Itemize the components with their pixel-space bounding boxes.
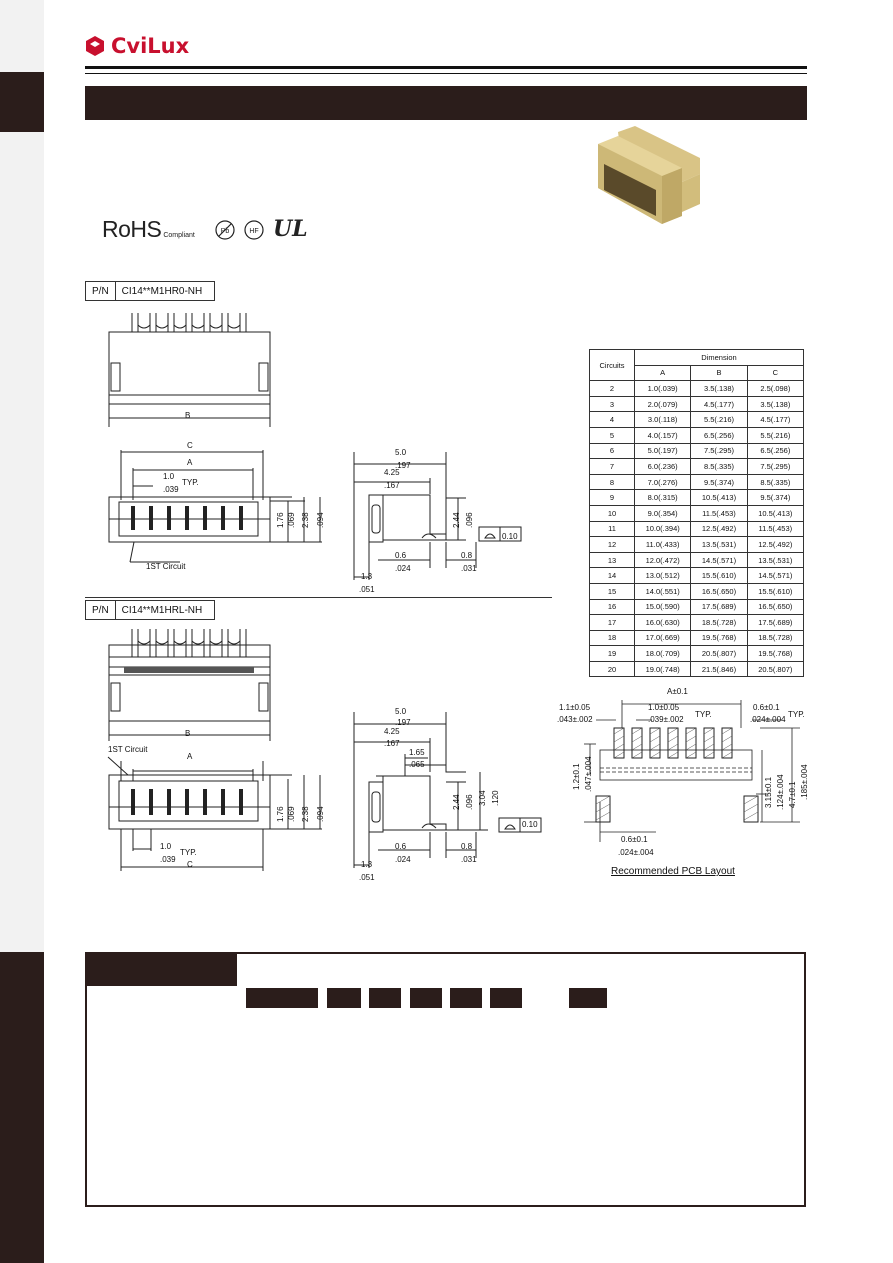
cell-circuits: 20 [590, 661, 635, 677]
cell-c: 6.5(.256) [747, 443, 803, 459]
title-bar [85, 86, 807, 120]
first-circuit-1: 1ST Circuit [146, 562, 186, 571]
cell-a: 14.0(.551) [635, 583, 691, 599]
cell-circuits: 15 [590, 583, 635, 599]
dim-w08-2: 0.8 [461, 842, 473, 851]
pcb-v315: 3.15±0.1 [764, 776, 773, 808]
table-row [590, 396, 804, 412]
pcb-typ-1: TYP. [695, 710, 712, 719]
cell-circuits: 8 [590, 474, 635, 490]
pcb-d10: 1.0±0.05 [648, 703, 680, 712]
pn-box-hrl [85, 600, 215, 620]
pcb-b024: .024±.004 [618, 848, 654, 857]
dim-c-2: C [187, 860, 193, 869]
cell-a: 5.0(.197) [635, 443, 691, 459]
dim-w031-2: .031 [461, 855, 477, 864]
dim-w425-2: 4.25 [384, 727, 400, 736]
cell-b: 21.5(.846) [691, 661, 747, 677]
dim-h244-2: 2.44 [452, 794, 461, 810]
rohs-mark [102, 216, 195, 243]
cell-b: 8.5(.335) [691, 459, 747, 475]
table-row [590, 661, 804, 677]
dim-pitch-2: 1.0 [160, 842, 172, 851]
dim-w06-2: 0.6 [395, 842, 407, 851]
cell-circuits: 7 [590, 459, 635, 475]
ordering-tab [85, 952, 237, 986]
cell-b: 15.5(.610) [691, 568, 747, 584]
dim-h176-1: 1.76 [276, 512, 285, 528]
cell-c: 10.5(.413) [747, 505, 803, 521]
pn-label: P/N [86, 601, 116, 619]
cell-b: 6.5(.256) [691, 427, 747, 443]
flatness-2: 0.10 [522, 820, 538, 829]
dim-pitch-in-1: .039 [163, 485, 179, 494]
dim-w08-1: 0.8 [461, 551, 473, 560]
connector-photo [590, 124, 712, 226]
dim-pitch-typ-1: TYP. [182, 478, 199, 487]
pn-value: CI14**M1HR0-NH [121, 285, 203, 297]
cell-circuits: 13 [590, 552, 635, 568]
pn-value: CI14**M1HRL-NH [121, 604, 203, 616]
pcb-v047: .047±.004 [584, 756, 593, 792]
dim-pitch-typ-2: TYP. [180, 848, 197, 857]
cell-circuits: 4 [590, 412, 635, 428]
cell-a: 2.0(.079) [635, 396, 691, 412]
table-row [590, 552, 804, 568]
cell-b: 16.5(.650) [691, 583, 747, 599]
code-seg-7 [569, 988, 607, 1008]
pcb-typ-2: TYP. [788, 710, 805, 719]
dimension-table [589, 349, 804, 677]
code-seg-3 [369, 988, 401, 1008]
dim-h176-2: 1.76 [276, 806, 285, 822]
dim-h120-2: .120 [491, 790, 500, 806]
header-rule-thin [85, 73, 807, 74]
cell-c: 16.5(.650) [747, 599, 803, 615]
section-divider [85, 597, 552, 598]
pcb-v185: .185±.004 [800, 764, 809, 800]
dim-w50-1: 5.0 [395, 448, 407, 457]
cell-circuits: 18 [590, 630, 635, 646]
cell-a: 4.0(.157) [635, 427, 691, 443]
cell-c: 12.5(.492) [747, 537, 803, 553]
side-view-hr0 [348, 450, 528, 590]
top-view-hrl [100, 625, 280, 745]
dim-w024-2: .024 [395, 855, 411, 864]
cell-b: 9.5(.374) [691, 474, 747, 490]
hf-text: HF [249, 228, 259, 235]
table-row [590, 568, 804, 584]
table-row [590, 427, 804, 443]
dim-b-1: B [185, 411, 191, 420]
header-rule-thick [85, 66, 807, 69]
table-row [590, 583, 804, 599]
cell-a: 12.0(.472) [635, 552, 691, 568]
side-view-hrl [348, 710, 548, 870]
cell-c: 2.5(.098) [747, 381, 803, 397]
cube-logo-icon [84, 35, 106, 57]
cell-circuits: 16 [590, 599, 635, 615]
cell-a: 1.0(.039) [635, 381, 691, 397]
header-c: C [747, 365, 803, 381]
cell-a: 11.0(.433) [635, 537, 691, 553]
cell-a: 19.0(.748) [635, 661, 691, 677]
cell-b: 13.5(.531) [691, 537, 747, 553]
cell-b: 10.5(.413) [691, 490, 747, 506]
cell-c: 17.5(.689) [747, 615, 803, 631]
cell-b: 5.5(.216) [691, 412, 747, 428]
header-a: A [635, 365, 691, 381]
rohs-compliant: Compliant [163, 232, 195, 239]
cell-c: 18.5(.728) [747, 630, 803, 646]
table-row [590, 459, 804, 475]
header-dimension: Dimension [635, 350, 804, 366]
pcb-d043: .043±.002 [557, 715, 593, 724]
dim-h238-2: 2.38 [301, 806, 310, 822]
code-seg-4 [410, 988, 442, 1008]
cell-a: 7.0(.276) [635, 474, 691, 490]
table-row [590, 474, 804, 490]
cell-a: 6.0(.236) [635, 459, 691, 475]
cell-a: 18.0(.709) [635, 646, 691, 662]
cell-b: 12.5(.492) [691, 521, 747, 537]
table-header-row [590, 350, 804, 366]
dim-w13-2: 1.3 [361, 860, 373, 869]
code-seg-2 [327, 988, 361, 1008]
table-row [590, 615, 804, 631]
dim-h069-2: .069 [287, 806, 296, 822]
dim-h096-1: .096 [465, 512, 474, 528]
first-circuit-2: 1ST Circuit [108, 745, 148, 754]
dim-h094-1: .094 [316, 512, 325, 528]
cell-circuits: 14 [590, 568, 635, 584]
dim-h096-2: .096 [465, 794, 474, 810]
pn-label: P/N [86, 282, 116, 300]
dim-w197-1: .197 [395, 461, 411, 470]
pcb-v12: 1.2±0.1 [572, 763, 581, 790]
cell-circuits: 10 [590, 505, 635, 521]
dim-w425-1: 4.25 [384, 468, 400, 477]
table-row [590, 443, 804, 459]
hf-icon [243, 219, 265, 241]
dim-h094-2: .094 [316, 806, 325, 822]
cell-a: 17.0(.669) [635, 630, 691, 646]
front-view-hr0 [100, 440, 330, 580]
flatness-1: 0.10 [502, 532, 518, 541]
cell-b: 20.5(.807) [691, 646, 747, 662]
cell-b: 3.5(.138) [691, 381, 747, 397]
dim-w165-2: 1.65 [409, 748, 425, 757]
pcb-d039: .039±.002 [648, 715, 684, 724]
code-seg-6 [490, 988, 522, 1008]
brand-logo [84, 34, 189, 58]
table-row [590, 412, 804, 428]
cell-circuits: 5 [590, 427, 635, 443]
cell-a: 16.0(.630) [635, 615, 691, 631]
cell-circuits: 2 [590, 381, 635, 397]
cell-c: 11.5(.453) [747, 521, 803, 537]
rohs-text: RoHS [102, 216, 162, 242]
pcb-d06: 0.6±0.1 [753, 703, 780, 712]
pcb-a-tol: A±0.1 [667, 687, 688, 696]
cell-a: 15.0(.590) [635, 599, 691, 615]
dim-a-1: A [187, 458, 193, 467]
pb-free-icon [214, 219, 236, 241]
dim-h304-2: 3.04 [478, 790, 487, 806]
pcb-caption: Recommended PCB Layout [611, 866, 735, 877]
cell-b: 18.5(.728) [691, 615, 747, 631]
dim-pitch-in-2: .039 [160, 855, 176, 864]
dim-b-2: B [185, 729, 191, 738]
cell-b: 4.5(.177) [691, 396, 747, 412]
cell-a: 9.0(.354) [635, 505, 691, 521]
cell-a: 3.0(.118) [635, 412, 691, 428]
table-row [590, 630, 804, 646]
dim-h238-1: 2.38 [301, 512, 310, 528]
cell-circuits: 6 [590, 443, 635, 459]
ul-icon: UL [273, 216, 308, 242]
code-seg-5 [450, 988, 482, 1008]
dim-h069-1: .069 [287, 512, 296, 528]
header-b: B [691, 365, 747, 381]
table-row [590, 521, 804, 537]
dim-w197-2: .197 [395, 718, 411, 727]
table-row [590, 505, 804, 521]
dim-w051-2: .051 [359, 873, 375, 882]
table-row [590, 490, 804, 506]
cell-a: 10.0(.394) [635, 521, 691, 537]
dim-a-2: A [187, 752, 193, 761]
cell-c: 7.5(.295) [747, 459, 803, 475]
table-row [590, 381, 804, 397]
cell-c: 3.5(.138) [747, 396, 803, 412]
cell-b: 7.5(.295) [691, 443, 747, 459]
dim-w167-2: .167 [384, 739, 400, 748]
side-tab-top [0, 72, 44, 132]
cell-b: 14.5(.571) [691, 552, 747, 568]
dim-w50-2: 5.0 [395, 707, 407, 716]
side-strip [0, 0, 44, 72]
dim-w13-1: 1.3 [361, 572, 373, 581]
cell-c: 8.5(.335) [747, 474, 803, 490]
cell-b: 17.5(.689) [691, 599, 747, 615]
pcb-b06: 0.6±0.1 [621, 835, 648, 844]
cell-circuits: 3 [590, 396, 635, 412]
table-row [590, 599, 804, 615]
pcb-d11: 1.1±0.05 [559, 703, 591, 712]
cell-a: 8.0(.315) [635, 490, 691, 506]
side-tab-bottom [0, 952, 44, 1263]
dim-c-1: C [187, 441, 193, 450]
table-row [590, 646, 804, 662]
dim-w167-1: .167 [384, 481, 400, 490]
cell-c: 19.5(.768) [747, 646, 803, 662]
ordering-box [85, 952, 806, 1207]
dim-w051-1: .051 [359, 585, 375, 594]
cell-c: 13.5(.531) [747, 552, 803, 568]
cell-circuits: 11 [590, 521, 635, 537]
cell-circuits: 17 [590, 615, 635, 631]
pcb-v124: .124±.004 [776, 774, 785, 810]
cell-a: 13.0(.512) [635, 568, 691, 584]
cell-b: 19.5(.768) [691, 630, 747, 646]
cell-c: 4.5(.177) [747, 412, 803, 428]
code-seg-1 [246, 988, 318, 1008]
cell-c: 5.5(.216) [747, 427, 803, 443]
dim-w024-1: .024 [395, 564, 411, 573]
brand-name: CviLux [111, 34, 190, 58]
header-circuits: Circuits [590, 350, 635, 381]
dim-h244-1: 2.44 [452, 512, 461, 528]
cell-circuits: 19 [590, 646, 635, 662]
cell-c: 15.5(.610) [747, 583, 803, 599]
cell-circuits: 9 [590, 490, 635, 506]
dim-w031-1: .031 [461, 564, 477, 573]
pb-text: Pb [220, 228, 230, 235]
cell-c: 14.5(.571) [747, 568, 803, 584]
cell-c: 20.5(.807) [747, 661, 803, 677]
cell-b: 11.5(.453) [691, 505, 747, 521]
table-row [590, 537, 804, 553]
dim-w06-1: 0.6 [395, 551, 407, 560]
pn-box-hr0 [85, 281, 215, 301]
pcb-v47: 4.7±0.1 [788, 781, 797, 808]
dim-w065-2: .065 [409, 760, 425, 769]
cell-circuits: 12 [590, 537, 635, 553]
side-strip-mid [0, 132, 44, 952]
dim-pitch-1: 1.0 [163, 472, 175, 481]
cell-c: 9.5(.374) [747, 490, 803, 506]
pcb-d024: .024±.004 [750, 715, 786, 724]
